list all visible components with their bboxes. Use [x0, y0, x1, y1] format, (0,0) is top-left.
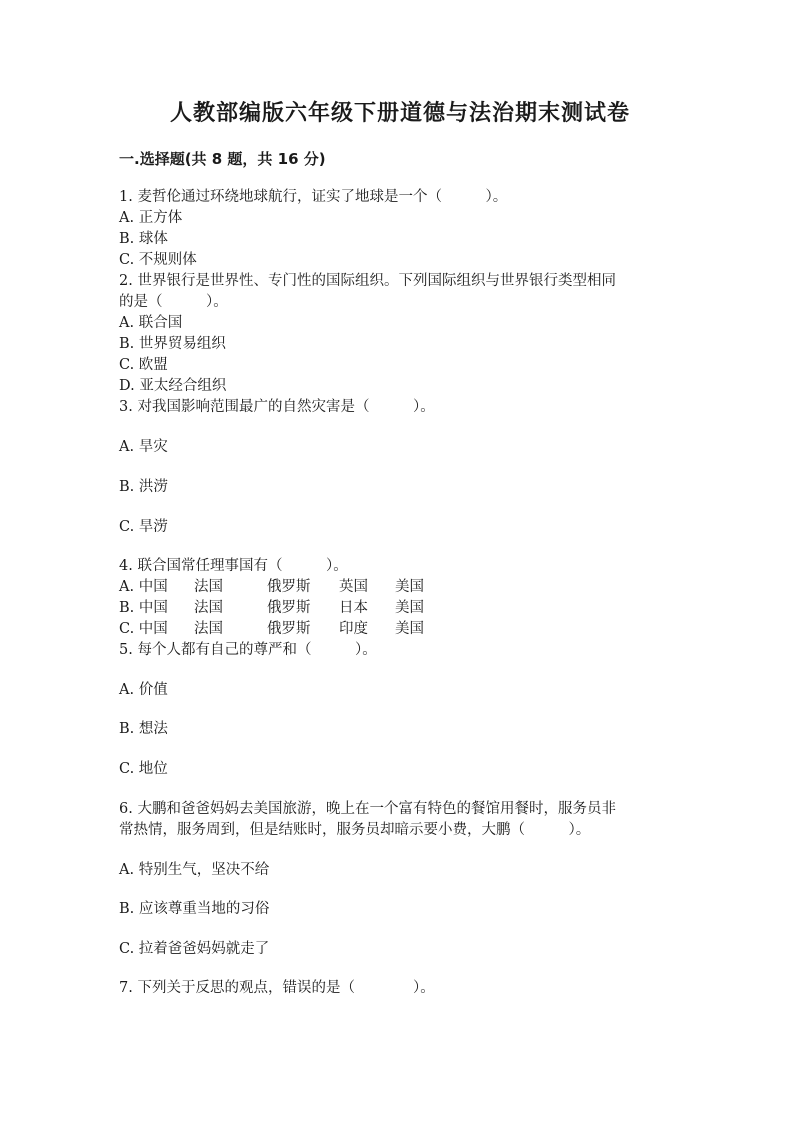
option-cell: 法国: [194, 621, 223, 637]
question-6-option-b: B. 应该尊重当地的习俗: [119, 901, 270, 917]
question-2-option-a: A. 联合国: [119, 315, 183, 331]
question-3-stem: 3. 对我国影响范围最广的自然灾害是（ ）。: [119, 399, 435, 415]
option-cell: A. 中国: [119, 579, 168, 595]
question-6-stem-line-2: 常热情，服务周到，但是结账时，服务员却暗示要小费，大鹏（ ）。: [119, 822, 591, 838]
option-cell: 法国: [194, 600, 223, 616]
option-cell: 英国: [339, 579, 368, 595]
question-3-option-c: C. 旱涝: [119, 519, 168, 535]
option-cell: B. 中国: [119, 600, 168, 616]
question-6-option-c: C. 拉着爸爸妈妈就走了: [119, 941, 270, 957]
option-cell: 日本: [339, 600, 368, 616]
question-2-option-b: B. 世界贸易组织: [119, 336, 226, 352]
question-2-stem-line-1: 2. 世界银行是世界性、专门性的国际组织。下列国际组织与世界银行类型相同: [119, 273, 616, 289]
question-6-stem-line-1: 6. 大鹏和爸爸妈妈去美国旅游，晚上在一个富有特色的餐馆用餐时，服务员非: [119, 801, 616, 817]
question-2-stem-line-2: 的是（ ）。: [119, 294, 228, 310]
section-heading: 一.选择题(共 8 题，共 16 分): [119, 150, 326, 168]
question-2-option-c: C. 欧盟: [119, 357, 168, 373]
question-1-option-c: C. 不规则体: [119, 252, 197, 268]
question-4-stem: 4. 联合国常任理事国有（ ）。: [119, 558, 348, 574]
question-5-option-c: C. 地位: [119, 761, 168, 777]
option-cell: 美国: [395, 600, 424, 616]
option-cell: 美国: [395, 621, 424, 637]
question-1-stem: 1. 麦哲伦通过环绕地球航行，证实了地球是一个（ ）。: [119, 189, 508, 205]
option-cell: C. 中国: [119, 621, 168, 637]
question-2-option-d: D. 亚太经合组织: [119, 378, 227, 394]
option-cell: 印度: [339, 621, 368, 637]
option-cell: 俄罗斯: [267, 600, 311, 616]
question-7-stem: 7. 下列关于反思的观点，错误的是（ ）。: [119, 980, 435, 996]
question-6-option-a: A. 特别生气，坚决不给: [119, 862, 270, 878]
question-5-option-a: A. 价值: [119, 682, 168, 698]
page-title: 人教部编版六年级下册道德与法治期末测试卷: [169, 101, 630, 126]
option-cell: 法国: [194, 579, 223, 595]
option-cell: 俄罗斯: [267, 579, 311, 595]
question-1-option-b: B. 球体: [119, 231, 168, 247]
question-1-option-a: A. 正方体: [119, 210, 183, 226]
question-5-option-b: B. 想法: [119, 721, 168, 737]
question-5-stem: 5. 每个人都有自己的尊严和（ ）。: [119, 642, 377, 658]
question-3-option-b: B. 洪涝: [119, 479, 168, 495]
question-3-option-a: A. 旱灾: [119, 439, 168, 455]
option-cell: 美国: [395, 579, 424, 595]
option-cell: 俄罗斯: [267, 621, 311, 637]
